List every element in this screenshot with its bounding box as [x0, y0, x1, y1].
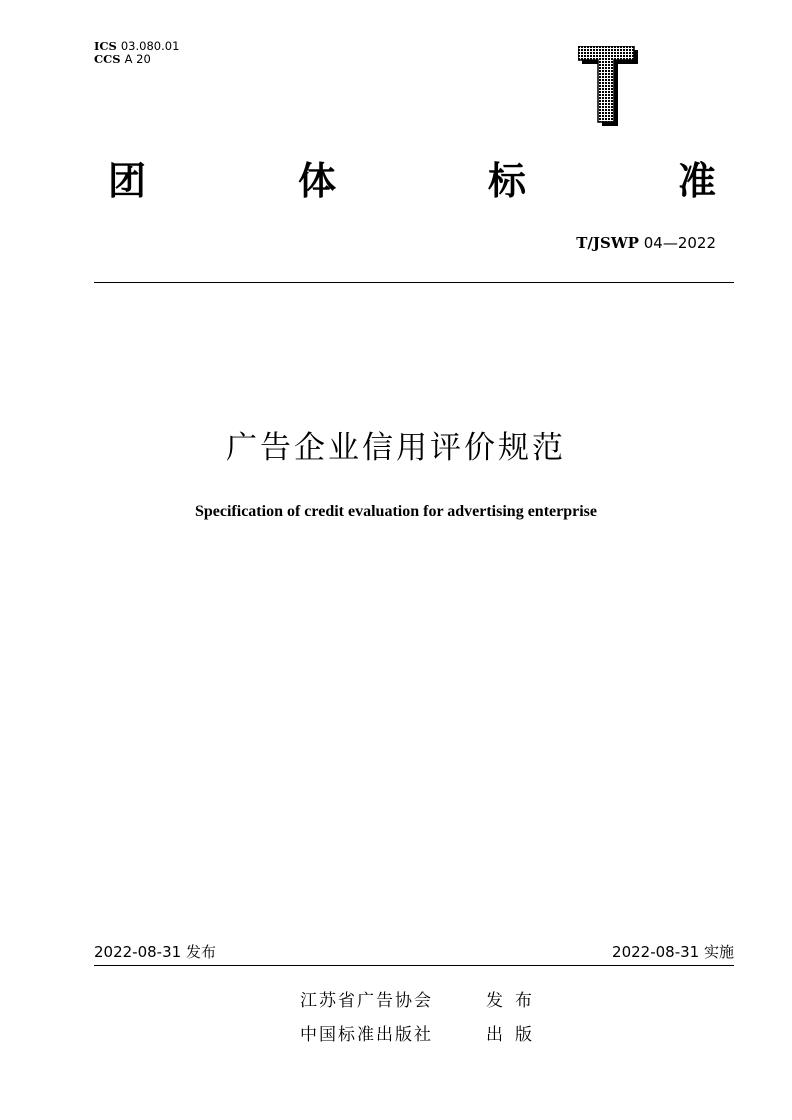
- publisher-org: 中国标准出版社: [300, 1025, 433, 1045]
- standard-number-value: 04—2022: [643, 234, 716, 252]
- issue-date: 2022-08-31 发布: [94, 943, 216, 961]
- ccs-code: A 20: [124, 52, 151, 66]
- classification-codes: [94, 40, 179, 66]
- document-title-cn: 广告企业信用评价规范: [226, 430, 566, 466]
- ics-label: ICS: [94, 39, 117, 53]
- title-char-3: 标: [488, 159, 527, 203]
- publisher-role: 出版: [486, 1025, 544, 1045]
- title-char-2: 体: [298, 159, 337, 203]
- publisher-row-2: [300, 1024, 544, 1046]
- standard-type-title: [100, 157, 740, 207]
- standard-prefix: T/JSWP: [576, 234, 639, 252]
- ccs-label: CCS: [94, 52, 121, 66]
- publisher-role: 发布: [486, 991, 544, 1011]
- standard-t-logo-icon: [578, 46, 638, 126]
- title-char-1: 团: [108, 159, 147, 203]
- footer-divider: [94, 965, 734, 966]
- title-char-4: 准: [678, 159, 717, 203]
- header-divider: [94, 282, 734, 283]
- standard-number: [576, 234, 716, 252]
- publisher-org: 江苏省广告协会: [300, 991, 433, 1011]
- publisher-row-1: [300, 990, 544, 1012]
- document-title-en: Specification of credit evaluation for advertising enterprise: [194, 503, 597, 520]
- ccs-line: [94, 53, 179, 66]
- ics-code: 03.080.01: [120, 39, 180, 53]
- implement-date: 2022-08-31 实施: [612, 943, 734, 961]
